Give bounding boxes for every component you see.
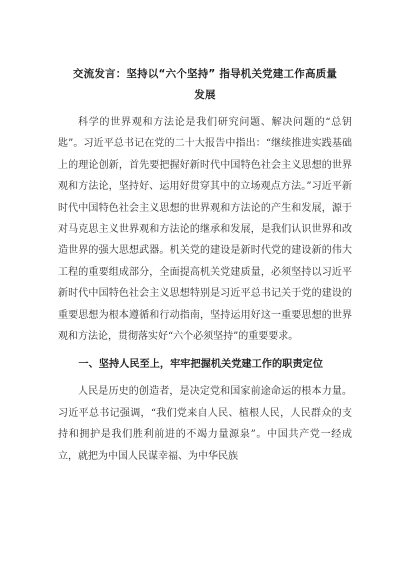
document-title-line-1: 交流发言：坚持以“六个坚持” 指导机关党建工作高质量 (72, 68, 338, 80)
document-body (58, 112, 352, 467)
section-heading: 一、坚持人民至上，牢牢把握机关党建工作的职责定位 (78, 359, 323, 371)
section-paragraph: 人民是历史的创造者，是决定党和国家前途命运的根本力量。习近平总书记强调，“我们党来自人民、植根人民，人民群众的支持和拥护是我们胜利前进的不竭力量源泉”。中国共产党一经成立，就把为中国人民谋幸福、为中华民族 (58, 386, 352, 462)
intro-paragraph: 科学的世界观和方法论是我们研究问题、解决问题的“总钥匙”。习近平总书记在党的二十大报告中指出：“继续推进实践基础上的理论创新，首先要把握好新时代中国特色社会主义思想的世界观和方法论，坚持好、运用好贯穿其中的立场观点方法。”习近平新时代中国特色社会主义思想的世界观和方法论的产生和发展，源于对马克思主义世界观和方法论的继承和发展，是我们认识世界和改造世界的强大思想武器。机关党的建设是新时代党的建设新的伟大工程的重要组成部分，全面提高机关党建质量，必须坚持以习近平新时代中国特色社会主义思想特别是习近平总书记关于党的建设的重要思想为根本遵循和行动指南，坚持运用好这一重要思想的世界观和方法论，贯彻落实好“六个必须坚持”的重要要求。 (58, 117, 352, 343)
document-title-line-2: 发展 (194, 89, 216, 101)
document-title (58, 64, 352, 106)
